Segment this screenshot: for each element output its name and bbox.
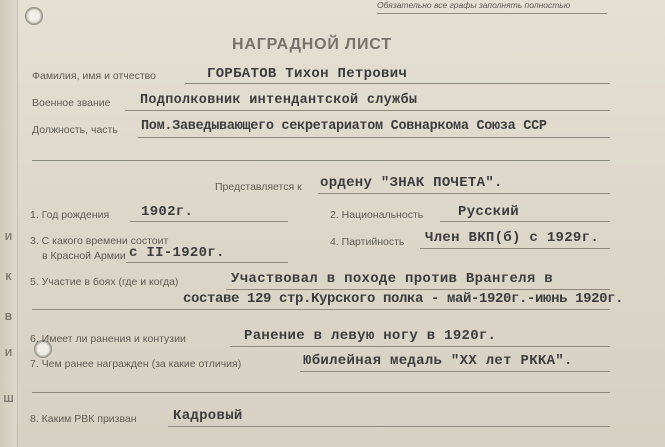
margin-letter: Ш (3, 394, 14, 405)
instruction-note: Обязательно все графы заполнять полностью (377, 0, 571, 10)
position-rule (138, 137, 610, 138)
margin-letter: В (4, 312, 13, 323)
note-underline (377, 13, 607, 14)
previous-awards-value: Юбилейная медаль "XX лет РККА". (303, 353, 573, 369)
margin-letter: И (4, 348, 13, 359)
party-value: Член ВКП(б) с 1929г. (425, 230, 600, 246)
margin-letter: И (4, 232, 13, 243)
party-label: 4. Партийность (330, 236, 405, 248)
army-since-rule (126, 262, 288, 263)
previous-awards-rule-2 (32, 392, 610, 393)
margin-letter: К (5, 272, 12, 283)
previous-awards-rule (300, 371, 610, 372)
document-title: НАГРАДНОЙ ЛИСТ (232, 36, 392, 53)
nationality-value: Русский (458, 204, 519, 220)
army-since-value: с II-1920г. (129, 245, 225, 261)
nominated-value: ордену "ЗНАК ПОЧЕТА". (320, 175, 503, 191)
left-margin-strip (0, 0, 18, 447)
battles-rule-2 (32, 309, 610, 310)
rvk-value: Кадровый (173, 408, 243, 424)
wounds-rule (230, 346, 610, 347)
nationality-rule (440, 221, 610, 222)
position-value: Пом.Заведывающего секретариатом Совнаркома Союза ССР (141, 119, 547, 134)
army-since-label-2: в Красной Армии (42, 250, 126, 262)
rvk-rule (168, 426, 610, 427)
birth-year-label: 1. Год рождения (30, 209, 110, 221)
battles-value-2: составе 129 стр.Курского полка - май-1920г.-июнь 1920г. (183, 291, 624, 307)
nominated-label: Представляется к (215, 181, 302, 193)
name-value: ГОРБАТОВ Тихон Петрович (207, 66, 408, 82)
birth-year-value: 1902г. (141, 204, 194, 220)
battles-rule-1 (226, 289, 610, 290)
wounds-value: Ранение в левую ногу в 1920г. (244, 328, 497, 344)
nationality-label: 2. Национальность (330, 209, 424, 221)
rvk-label: 8. Каким РВК призван (30, 413, 137, 425)
party-rule (420, 248, 610, 249)
birth-year-rule (130, 221, 288, 222)
punch-hole-icon (25, 7, 43, 25)
position-label: Должность, часть (32, 124, 118, 136)
previous-awards-label: 7. Чем ранее награжден (за какие отличия) (30, 358, 242, 370)
name-label: Фамилия, имя и отчество (32, 70, 156, 82)
battles-label: 5. Участие в боях (где и когда) (30, 276, 179, 288)
wounds-label: 6. Имеет ли ранения и контузии (30, 333, 186, 345)
rank-label: Военное звание (32, 97, 111, 109)
army-since-label-1: 3. С какого времени состоит (30, 235, 169, 247)
rank-value: Подполковник интендантской службы (140, 93, 418, 108)
position-rule-2 (32, 160, 610, 161)
battles-value-1: Участвовал в походе против Врангеля в (231, 271, 553, 287)
rank-rule (125, 110, 610, 111)
name-rule (185, 83, 610, 84)
nominated-rule (318, 193, 610, 194)
